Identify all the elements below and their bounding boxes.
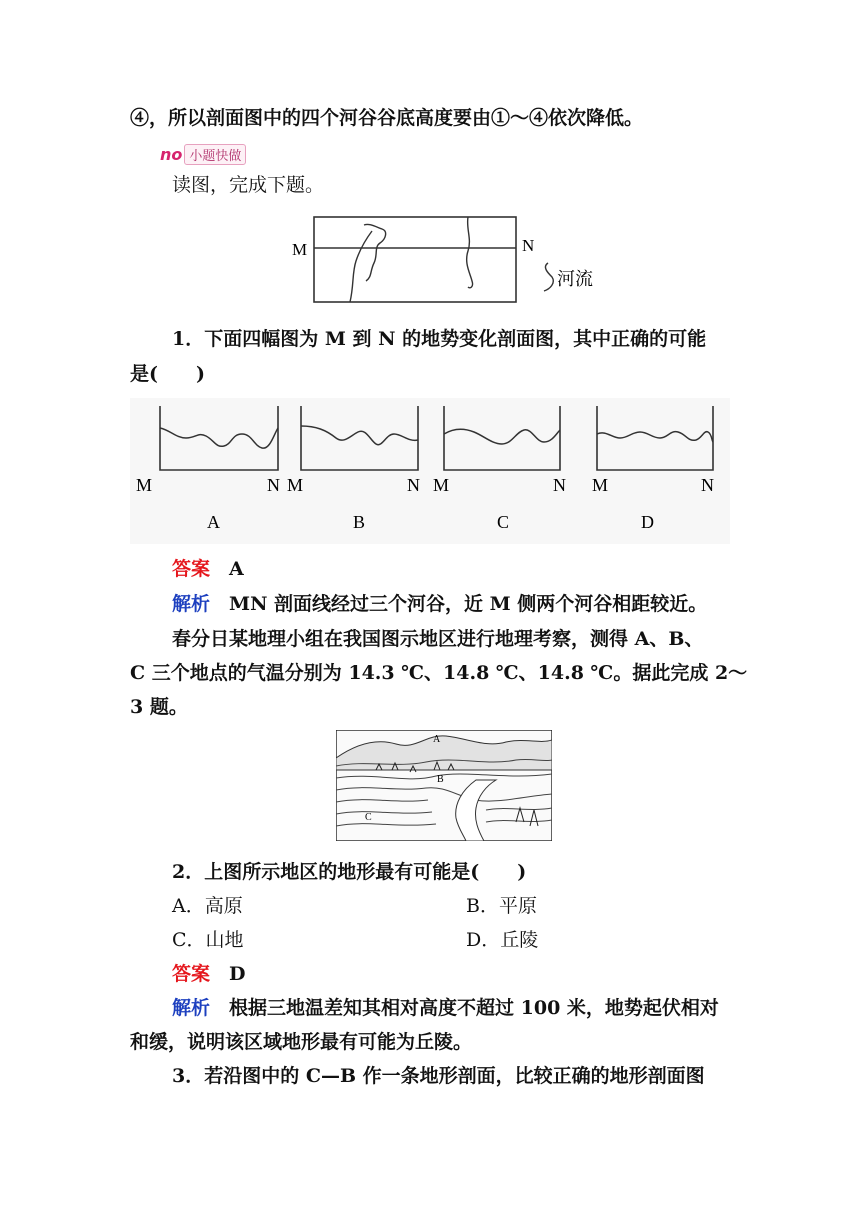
profile-a-letter: A xyxy=(207,512,220,532)
q1-stem-line1: 1．下面四幅图为 M 到 N 的地势变化剖面图，其中正确的可能 xyxy=(172,328,707,350)
q1-stem-line2: 是( ) xyxy=(130,363,205,385)
profile-d-letter: D xyxy=(641,512,654,532)
river-2 xyxy=(467,217,473,288)
profile-b-left: M xyxy=(287,475,304,495)
profile-a-left: M xyxy=(136,475,153,495)
profiles-figure xyxy=(130,398,730,544)
landscape-label-a: A xyxy=(433,734,441,745)
q3-stem: 3．若沿图中的 C—B 作一条地形剖面，比较正确的地形剖面图 xyxy=(172,1065,705,1087)
profile-b-letter: B xyxy=(353,512,366,532)
profile-c-letter: C xyxy=(497,512,510,532)
intro-line: ④，所以剖面图中的四个河谷谷底高度要由①～④依次降低。 xyxy=(130,107,644,129)
passage-line3: 3 题。 xyxy=(130,696,188,718)
map-legend-label: 河流 xyxy=(557,269,593,289)
profile-c-left: M xyxy=(433,475,450,495)
passage-line1: 春分日某地理小组在我国图示地区进行地理考察，测得 A、B、 xyxy=(172,628,704,650)
q2-answer-row xyxy=(172,962,246,986)
map-figure xyxy=(286,203,606,315)
profile-a-right: N xyxy=(267,475,280,495)
q2-answer-label: 答案 xyxy=(172,963,211,985)
profile-d-left: M xyxy=(592,475,609,495)
map-frame xyxy=(314,217,516,302)
map-label-n: N xyxy=(522,236,535,255)
q2-stem: 2．上图所示地区的地形最有可能是( ) xyxy=(172,861,527,883)
q1-answer-row xyxy=(172,557,244,581)
profile-c-right: N xyxy=(553,475,566,495)
q2-option-d: D．丘陵 xyxy=(466,929,539,951)
q2-option-a: A．高原 xyxy=(172,895,243,917)
q2-option-c: C．山地 xyxy=(172,929,244,951)
q1-analysis-row xyxy=(172,592,707,616)
river-1 xyxy=(350,224,386,302)
q1-analysis-label: 解析 xyxy=(172,593,211,615)
q1-analysis-text: MN 剖面线经过三个河谷，近 M 侧两个河谷相距较近。 xyxy=(229,593,708,615)
map-label-m: M xyxy=(292,240,308,259)
q2-option-b: B．平原 xyxy=(466,895,537,917)
q2-answer-value: D xyxy=(229,963,246,985)
tag-label: 小题快做 xyxy=(184,144,246,165)
landscape-label-b: B xyxy=(437,774,444,785)
q2-analysis-label: 解析 xyxy=(172,997,211,1019)
profile-d-right: N xyxy=(701,475,714,495)
q1-answer-value: A xyxy=(229,558,244,580)
landscape-figure xyxy=(336,730,552,841)
tag-logo-icon: no xyxy=(160,144,183,164)
quick-question-tag xyxy=(160,144,246,164)
q2-analysis-row xyxy=(172,996,719,1020)
passage-line2: C 三个地点的气温分别为 14.3 ℃、14.8 ℃、14.8 ℃。据此完成 2～ xyxy=(130,662,748,684)
landscape-label-c: C xyxy=(365,812,372,823)
river-legend-icon xyxy=(544,263,553,291)
q2-analysis-line2: 和缓，说明该区域地形最有可能为丘陵。 xyxy=(130,1031,473,1053)
profile-b-right: N xyxy=(407,475,420,495)
q2-analysis-line1: 根据三地温差知其相对高度不超过 100 米，地势起伏相对 xyxy=(229,997,719,1019)
read-figure-instruction: 读图，完成下题。 xyxy=(172,174,325,196)
q1-answer-label: 答案 xyxy=(172,558,211,580)
